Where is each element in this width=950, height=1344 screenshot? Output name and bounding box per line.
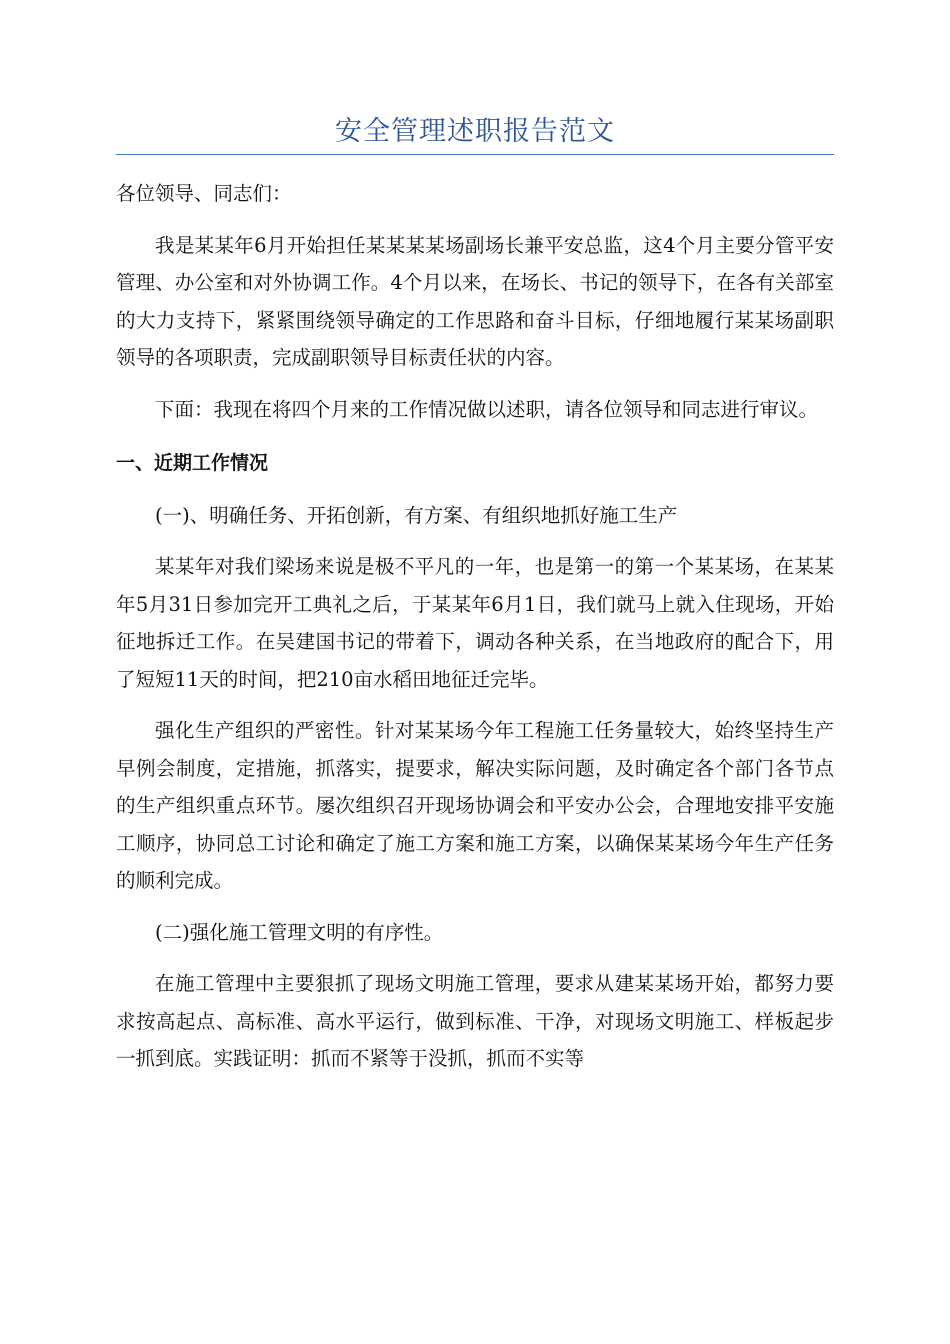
paragraph-production-organization: 强化生产组织的严密性。针对某某场今年工程施工任务量较大，始终坚持生产早例会制度，定措施，抓落实，提要求，解决实际问题，及时确定各个部门各节点的生产组织重点环节。屡次组织召开现场协调会和平安办公会，合理地安排平安施工顺序，协同总工讨论和确定了施工方案和施工方案，以确保某某场今年生产任务的顺利完成。 — [116, 719, 834, 892]
subsection-heading-1: (一)、明确任务、开拓创新，有方案、有组织地抓好施工生产 — [155, 503, 678, 527]
salutation: 各位领导、同志们： — [116, 182, 292, 205]
title-underline — [116, 154, 834, 155]
paragraph-report-notice: 下面：我现在将四个月来的工作情况做以述职，请各位领导和同志进行审议。 — [155, 397, 819, 421]
paragraph-civilized-construction: 在施工管理中主要狠抓了现场文明施工管理，要求从建某某场开始，都努力要求按高起点、高标准、高水平运行，做到标准、干净，对现场文明施工、样板起步一抓到底。实践证明：抓而不紧等于没抓，抓而不实等 — [116, 972, 834, 1070]
paragraph-land-acquisition: 某某年对我们梁场来说是极不平凡的一年，也是第一的第一个某某场，在某某年5月31日参加完开工典礼之后，于某某年6月1日，我们就马上就入住现场，开始征地拆迁工作。在吴建国书记的带着下，调动各种关系，在当地政府的配合下，用了短短11天的时间，把210亩水稻田地征迁完毕。 — [116, 555, 834, 691]
subsection-heading-2: (二)强化施工管理文明的有序性。 — [155, 920, 444, 944]
section-heading-1: 一、近期工作情况 — [116, 452, 269, 474]
document-page — [116, 0, 834, 1344]
document-body — [116, 175, 834, 1078]
paragraph-intro: 我是某某年6月开始担任某某某某场副场长兼平安总监，这4个月主要分管平安管理、办公室和对外协调工作。4个月以来，在场长、书记的领导下，在各有关部室的大力支持下，紧紧围绕领导确定的工作思路和奋斗目标，仔细地履行某某场副职领导的各项职责，完成副职领导目标责任状的内容。 — [116, 233, 834, 369]
document-title: 安全管理述职报告范文 — [335, 116, 615, 147]
